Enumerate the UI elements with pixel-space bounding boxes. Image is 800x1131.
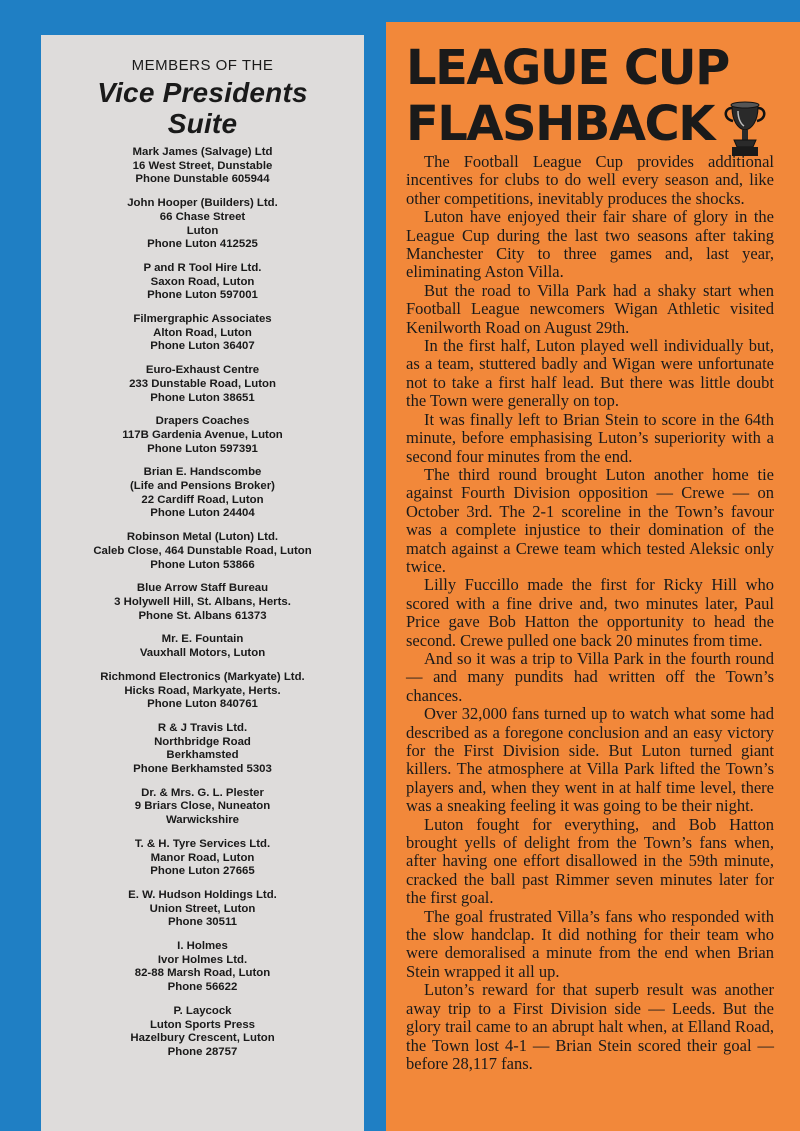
suite-title: [41, 77, 364, 139]
member-line: 22 Cardiff Road, Luton: [141, 493, 264, 506]
article-paragraph: Luton fought for everything, and Bob Hatton brought yells of delight from the Town’s fans when, after having one effort disallowed in the 59th minute, cracked the ball past Rimmer seven minutes later for the first goal.: [406, 814, 774, 908]
member-line: P. Laycock: [173, 1004, 232, 1017]
member-line: Phone Luton 597001: [147, 289, 258, 302]
member-line: 16 West Street, Dunstable: [132, 159, 273, 172]
member-line: R & J Travis Ltd.: [157, 721, 248, 734]
members-header: MEMBERS OF THE: [131, 57, 274, 74]
member-line: Phone Luton 412525: [147, 238, 258, 251]
member-line: Luton Sports Press: [149, 1018, 256, 1031]
member-line: Phone Luton 840761: [147, 698, 258, 711]
member-line: 66 Chase Street: [159, 210, 246, 223]
member-line: 117B Gardenia Avenue, Luton: [122, 428, 283, 441]
member-entry: [41, 313, 364, 354]
member-entry: [41, 415, 364, 456]
member-entry: [41, 262, 364, 303]
member-line: Phone Luton 597391: [147, 442, 258, 455]
headline-line1: LEAGUE CUP: [406, 40, 729, 96]
article-paragraph: Luton’s reward for that superb result was another away trip to a First Division side — Leeds. But the glory trail came to an abrupt halt when, at Elland Road, the Town lost 4-1 — Brian Stein scored their goal — before 28,117 fans.: [406, 980, 774, 1073]
member-entry: [41, 146, 364, 187]
member-entry: [41, 671, 364, 712]
member-line: Filmergraphic Associates: [133, 313, 272, 326]
member-line: Alton Road, Luton: [153, 326, 252, 339]
member-entry: [41, 889, 364, 930]
article-paragraph: Lilly Fuccillo made the first for Ricky Hill who scored with a fine drive and, two minutes later, Paul Price gave Bob Hatton the opportunity to head the second. Crewe pulled one back 20 minutes from time.: [406, 575, 774, 650]
member-line: Luton: [186, 224, 219, 237]
member-line: 9 Briars Close, Nuneaton: [134, 800, 271, 813]
member-entry: [41, 364, 364, 405]
member-line: Northbridge Road: [154, 735, 251, 748]
member-entry: [41, 633, 364, 660]
article-paragraph: The third round brought Luton another home tie against Fourth Division opposition — Crewe — on October 3rd. The 2-1 scoreline in the Town’s favour was a complete injustice to their domination of the match against a Crewe team which tested Aleksic only twice.: [406, 464, 774, 576]
member-line: Euro-Exhaust Centre: [145, 364, 260, 377]
member-line: Phone Luton 27665: [150, 865, 255, 878]
member-entry: [41, 940, 364, 995]
member-entry: [41, 1005, 364, 1060]
member-entry: [41, 787, 364, 828]
member-line: Saxon Road, Luton: [150, 275, 255, 288]
member-line: (Life and Pensions Broker): [130, 480, 275, 493]
article-body: [406, 153, 774, 1073]
member-line: Phone Luton 24404: [150, 507, 255, 520]
member-line: Richmond Electronics (Markyate) Ltd.: [100, 670, 305, 683]
member-line: Hicks Road, Markyate, Herts.: [124, 684, 281, 697]
member-line: Vauxhall Motors, Luton: [139, 647, 266, 660]
member-line: Phone Dunstable 605944: [135, 173, 270, 186]
member-line: Hazelbury Crescent, Luton: [130, 1032, 275, 1045]
member-line: Phone Berkhamsted 5303: [133, 763, 272, 776]
article-panel: [386, 22, 800, 1131]
article-headline: [406, 40, 729, 152]
member-line: Warwickshire: [165, 814, 239, 827]
member-line: 3 Holywell Hill, St. Albans, Herts.: [114, 595, 291, 608]
suite-title-line2: Suite: [167, 108, 238, 139]
member-line: Berkhamsted: [166, 749, 239, 762]
member-line: Union Street, Luton: [149, 902, 256, 915]
member-line: Mark James (Salvage) Ltd: [132, 146, 273, 158]
member-line: Phone Luton 36407: [150, 340, 255, 353]
article-paragraph: But the road to Villa Park had a shaky start when Football League newcomers Wigan Athletic visited Kenilworth Road on August 29th.: [406, 280, 774, 337]
member-line: Caleb Close, 464 Dunstable Road, Luton: [93, 544, 312, 557]
member-line: Phone Luton 53866: [150, 558, 255, 571]
member-line: I. Holmes: [177, 940, 228, 953]
article-paragraph: Luton have enjoyed their fair share of glory in the League Cup during the last two seasons after taking Manchester City to three games and, last year, eliminating Aston Villa.: [406, 207, 774, 282]
member-line: Manor Road, Luton: [150, 851, 255, 864]
member-line: John Hooper (Builders) Ltd.: [127, 197, 278, 210]
article-paragraph: In the first half, Luton played well individually but, as a team, stuttered badly and Wigan were unfortunate not to take a first half lead. But there was little doubt the Town were generally on top.: [406, 336, 774, 411]
member-line: Mr. E. Fountain: [161, 633, 244, 646]
member-line: Phone St. Albans 61373: [138, 609, 267, 622]
member-line: 82-88 Marsh Road, Luton: [134, 967, 271, 980]
members-list: [41, 146, 364, 1060]
headline-line2: FLASHBACK: [406, 96, 714, 152]
member-line: Phone 30511: [167, 916, 238, 929]
suite-title-line1: Vice Presidents: [97, 77, 308, 108]
member-line: Robinson Metal (Luton) Ltd.: [126, 531, 279, 544]
article-paragraph: Over 32,000 fans turned up to watch what some had described as a foregone conclusion and an easy victory for the First Division side. But Luton turned giant killers. The atmosphere at Villa Park lifted the Town’s players and, when they went in at half time level, there was a sneaking feeling it was going to be their night.: [406, 704, 774, 816]
member-line: Phone Luton 38651: [150, 391, 255, 404]
article-paragraph: The goal frustrated Villa’s fans who responded with the slow handclap. It did nothing for their team who were demoralised a minute from the end when Brian Stein wrapped it all up.: [406, 906, 774, 981]
article-paragraph: It was finally left to Brian Stein to score in the 64th minute, before emphasising Luton’s superiority with a second four minutes from the end.: [406, 409, 774, 466]
members-panel: [41, 35, 364, 1131]
member-line: Ivor Holmes Ltd.: [157, 953, 248, 966]
member-entry: [41, 197, 364, 252]
member-entry: [41, 722, 364, 777]
member-entry: [41, 531, 364, 572]
member-entry: [41, 582, 364, 623]
member-line: 233 Dunstable Road, Luton: [129, 377, 276, 390]
article-paragraph: The Football League Cup provides additional incentives for clubs to do well every season and, like other competitions, inevitably produces the shocks.: [406, 152, 774, 208]
member-entry: [41, 466, 364, 521]
member-line: Phone 56622: [167, 981, 238, 994]
member-line: Blue Arrow Staff Bureau: [136, 582, 269, 595]
member-line: P and R Tool Hire Ltd.: [143, 261, 262, 274]
member-line: Brian E. Handscombe: [143, 466, 262, 479]
member-entry: [41, 838, 364, 879]
member-line: E. W. Hudson Holdings Ltd.: [128, 888, 277, 901]
member-line: Drapers Coaches: [155, 415, 250, 428]
article-paragraph: And so it was a trip to Villa Park in the fourth round — and many pundits had written off the Town’s chances.: [406, 648, 774, 705]
member-line: Phone 28757: [167, 1045, 238, 1058]
member-line: Dr. & Mrs. G. L. Plester: [141, 786, 264, 799]
member-line: T. & H. Tyre Services Ltd.: [134, 837, 271, 850]
